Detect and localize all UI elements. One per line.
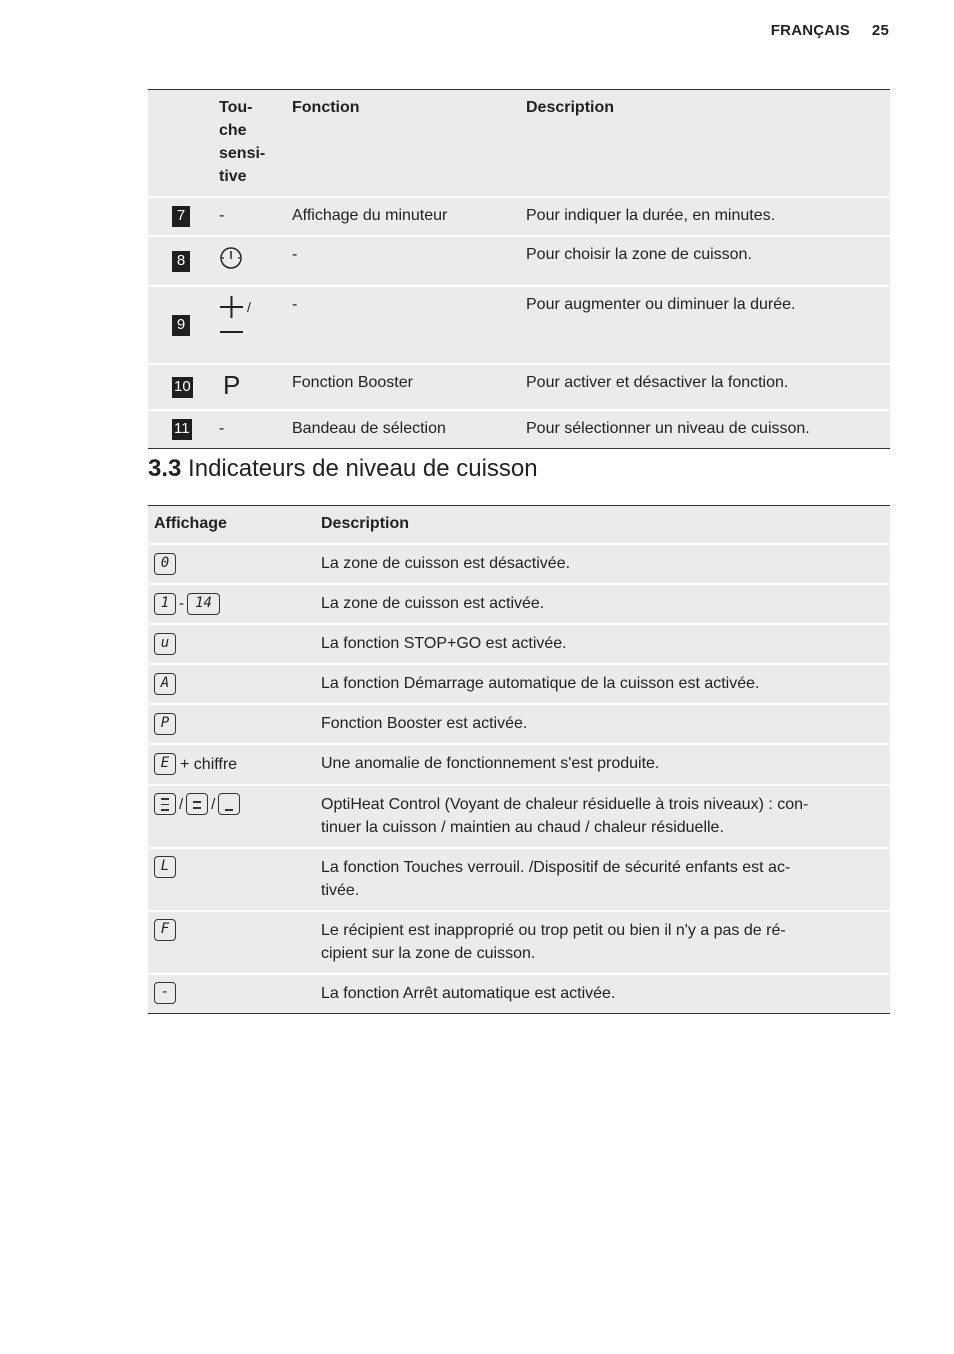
clock-icon	[219, 246, 243, 270]
table-row	[148, 848, 890, 911]
table-row	[148, 236, 890, 286]
callout-number: 7	[172, 206, 190, 227]
display-suffix: + chiffre	[180, 755, 238, 773]
column-header-function: Fonction	[292, 99, 360, 116]
two-bar-icon	[186, 793, 208, 815]
callout-number: 11	[172, 419, 192, 440]
function-cell: Fonction Booster	[292, 374, 413, 391]
booster-p-icon: P	[223, 370, 241, 400]
description-cell: Fonction Booster est activée.	[321, 715, 528, 733]
table-row	[148, 744, 890, 784]
function-cell: -	[292, 296, 298, 313]
description-cell: Une anomalie de fonctionnement s'est produite.	[321, 755, 660, 773]
callout-number: 9	[172, 315, 190, 336]
page-header	[771, 22, 889, 39]
language-label: FRANÇAIS	[770, 22, 850, 39]
table-row	[148, 704, 890, 744]
column-header-touch: Tou- che sensi- tive	[219, 99, 266, 185]
description-cell: La fonction Arrêt automatique est activée.	[321, 984, 616, 1002]
callout-number: 8	[172, 251, 190, 272]
touch-cell: -	[219, 420, 225, 437]
column-header-description: Description	[526, 99, 615, 116]
display-symbol-icon: L	[154, 856, 176, 878]
function-cell: -	[292, 246, 298, 263]
minus-icon	[219, 325, 245, 339]
three-bar-icon	[154, 793, 176, 815]
touch-controls-table	[148, 89, 890, 449]
table-header-row	[148, 90, 890, 198]
page-number: 25	[871, 22, 889, 39]
section-heading	[148, 455, 538, 483]
table-row	[148, 785, 890, 848]
display-symbol-icon: F	[154, 919, 176, 941]
display-symbol-icon: 1	[154, 593, 176, 615]
section-number: 3.3	[148, 455, 182, 482]
table-row	[148, 544, 890, 584]
plus-icon	[219, 295, 245, 319]
section-title: Indicateurs de niveau de cuisson	[188, 455, 538, 482]
level-separator: /	[179, 795, 184, 813]
description-cell: Pour sélectionner un niveau de cuisson.	[526, 420, 810, 437]
table-header-row	[148, 506, 890, 545]
description-cell: La fonction Démarrage automatique de la cuisson est activée.	[321, 675, 760, 693]
range-separator: -	[179, 595, 184, 613]
table-row	[148, 664, 890, 704]
table-row	[148, 911, 890, 974]
display-symbol-icon: E	[154, 753, 176, 775]
display-symbol-icon: 0	[154, 553, 176, 575]
function-cell: Bandeau de sélection	[292, 420, 446, 437]
description-cell: OptiHeat Control (Voyant de chaleur résiduelle à trois niveaux) : con- tinuer la cuisson / maintien au chaud / chaleur résiduelle.	[321, 795, 809, 836]
description-cell: La fonction STOP+GO est activée.	[321, 635, 567, 653]
cooking-level-indicators-table	[148, 505, 890, 1014]
description-cell: Pour activer et désactiver la fonction.	[526, 374, 789, 391]
one-bar-icon	[218, 793, 240, 815]
function-cell: Affichage du minuteur	[292, 207, 448, 224]
display-symbol-icon: 14	[187, 593, 220, 615]
plus-minus-separator: /	[247, 299, 251, 315]
level-separator: /	[211, 795, 216, 813]
description-cell: Pour choisir la zone de cuisson.	[526, 246, 752, 263]
table-row	[148, 624, 890, 664]
table-row	[148, 410, 890, 449]
table-row	[148, 197, 890, 236]
description-cell: Le récipient est inapproprié ou trop petit ou bien il n'y a pas de ré- cipient sur la zone de cuisson.	[321, 921, 786, 962]
table-row	[148, 286, 890, 364]
column-header-display: Affichage	[154, 515, 227, 532]
description-cell: La fonction Touches verrouil. /Dispositif de sécurité enfants est ac- tivée.	[321, 858, 791, 899]
column-header-description: Description	[321, 515, 410, 532]
display-symbol-icon: P	[154, 713, 176, 735]
table-row	[148, 974, 890, 1014]
touch-cell: -	[219, 207, 225, 224]
table-row	[148, 584, 890, 624]
description-cell: Pour augmenter ou diminuer la durée.	[526, 296, 796, 313]
description-cell: La zone de cuisson est désactivée.	[321, 555, 571, 572]
display-symbol-icon: A	[154, 673, 176, 695]
table-row	[148, 364, 890, 410]
callout-number: 10	[172, 377, 193, 398]
display-symbol-icon: -	[154, 982, 176, 1004]
description-cell: La zone de cuisson est activée.	[321, 595, 545, 612]
display-symbol-icon: u	[154, 633, 176, 655]
description-cell: Pour indiquer la durée, en minutes.	[526, 207, 776, 224]
